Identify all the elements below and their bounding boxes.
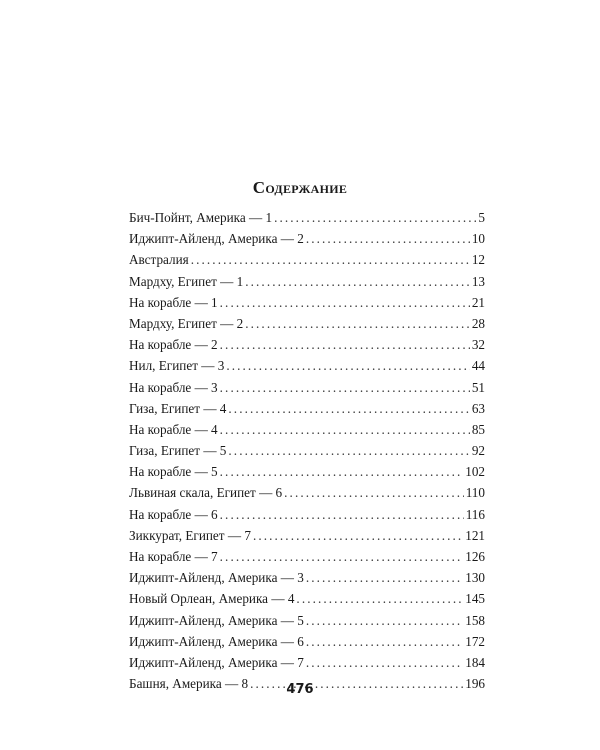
dot-leader — [191, 252, 470, 268]
toc-entry-page: 12 — [471, 252, 485, 268]
dot-leader — [306, 634, 463, 650]
toc-entry-label: На корабле — 4 — [129, 421, 218, 437]
toc-entry-label: Мардху, Египет — 2 — [129, 315, 244, 331]
toc-entry — [129, 570, 485, 591]
dot-leader — [245, 274, 470, 290]
toc-entry — [129, 634, 485, 655]
toc-entry — [129, 316, 485, 337]
toc-entry-page: 5 — [478, 210, 485, 225]
toc-entry-label: На корабле — 6 — [129, 506, 218, 522]
toc-entry-page: 28 — [471, 315, 485, 331]
dot-leader — [245, 316, 470, 332]
dot-leader — [274, 210, 476, 226]
toc-entry-page: 126 — [465, 549, 485, 564]
toc-entry-page: 196 — [465, 676, 485, 692]
toc-entry — [129, 422, 485, 443]
toc-entry-page: 184 — [465, 654, 485, 670]
dot-leader — [220, 507, 464, 523]
dot-leader — [220, 295, 470, 311]
toc-entry-label: Новый Орлеан, Америка — 4 — [129, 591, 295, 607]
toc-entry-label: Иджипт-Айленд, Америка — 5 — [129, 612, 304, 628]
dot-leader — [228, 401, 469, 417]
toc-entry — [129, 655, 485, 676]
toc-entry-page: 121 — [465, 527, 485, 543]
toc-entry-page: 130 — [465, 570, 485, 586]
toc-entry-page: 10 — [471, 231, 485, 247]
toc-entry — [129, 231, 485, 252]
toc-entry — [129, 613, 485, 634]
toc-entry-page: 102 — [465, 464, 485, 480]
toc-entry — [129, 464, 485, 485]
dot-leader — [306, 231, 470, 247]
toc-entry — [129, 380, 485, 401]
toc-entry — [129, 252, 485, 273]
dot-leader — [284, 485, 464, 501]
dot-leader — [220, 337, 470, 353]
toc-entry-label: Иджипт-Айленд, Америка — 7 — [129, 654, 304, 670]
toc-entry-page: 21 — [471, 294, 485, 310]
toc-entry-label: На корабле — 7 — [129, 549, 218, 564]
dot-leader — [253, 528, 463, 544]
toc-entry-label: Австралия — [129, 252, 189, 268]
toc-entry-page: 32 — [471, 337, 485, 353]
toc-entry-label: На корабле — 3 — [129, 379, 218, 395]
toc-entry-page: 145 — [465, 591, 485, 607]
toc-entry — [129, 528, 485, 549]
dot-leader — [296, 591, 463, 607]
toc-entry — [129, 507, 485, 528]
toc-entry-label: Гиза, Египет — 5 — [129, 443, 227, 459]
toc-entry — [129, 443, 485, 464]
toc-entry-label: На корабле — 2 — [129, 337, 218, 353]
toc-entry-label: На корабле — 1 — [129, 294, 218, 310]
toc-entry-page: 92 — [471, 443, 485, 459]
toc-entry-label: Нил, Египет — 3 — [129, 358, 225, 374]
toc-entry-page: 172 — [465, 633, 485, 649]
dot-leader — [220, 422, 470, 438]
toc-entry — [129, 591, 485, 612]
toc-entry-label: Иджипт-Айленд, Америка — 3 — [129, 570, 304, 586]
dot-leader — [228, 443, 469, 459]
toc-entry — [129, 401, 485, 422]
toc-entry — [129, 295, 485, 316]
dot-leader — [220, 380, 470, 396]
dot-leader — [220, 464, 464, 480]
dot-leader — [226, 358, 469, 374]
toc-entry — [129, 485, 485, 506]
toc-entry-label: Иджипт-Айленд, Америка — 6 — [129, 633, 304, 649]
toc-entry-page: 44 — [471, 358, 485, 374]
toc-entry-page: 13 — [471, 273, 485, 289]
table-of-contents — [129, 210, 485, 697]
toc-entry — [129, 337, 485, 358]
toc-entry — [129, 274, 485, 295]
dot-leader — [306, 613, 463, 629]
page-number: 476 — [286, 682, 314, 697]
page-title: Содержание — [252, 178, 348, 197]
dot-leader — [306, 655, 463, 671]
toc-entry-page: 158 — [465, 612, 485, 628]
dot-leader — [220, 549, 464, 565]
toc-entry — [129, 358, 485, 379]
toc-entry-label: Бич-Пойнт, Америка — 1 — [129, 210, 273, 225]
toc-entry-label: На корабле — 5 — [129, 464, 218, 480]
toc-entry-page: 85 — [471, 421, 485, 437]
toc-entry — [129, 210, 485, 231]
toc-entry-label: Львиная скала, Египет — 6 — [129, 485, 283, 501]
toc-entry-page: 51 — [471, 379, 485, 395]
toc-entry-label: Гиза, Египет — 4 — [129, 400, 227, 416]
dot-leader — [306, 570, 463, 586]
toc-entry-label: Зиккурат, Египет — 7 — [129, 527, 251, 543]
toc-entry-label: Мардху, Египет — 1 — [129, 273, 244, 289]
toc-entry-page: 63 — [471, 400, 485, 416]
toc-entry-label: Иджипт-Айленд, Америка — 2 — [129, 231, 304, 247]
toc-entry-page: 110 — [465, 485, 485, 501]
toc-entry-label: Башня, Америка — 8 — [129, 676, 249, 692]
toc-entry — [129, 549, 485, 570]
toc-entry-page: 116 — [465, 506, 485, 522]
